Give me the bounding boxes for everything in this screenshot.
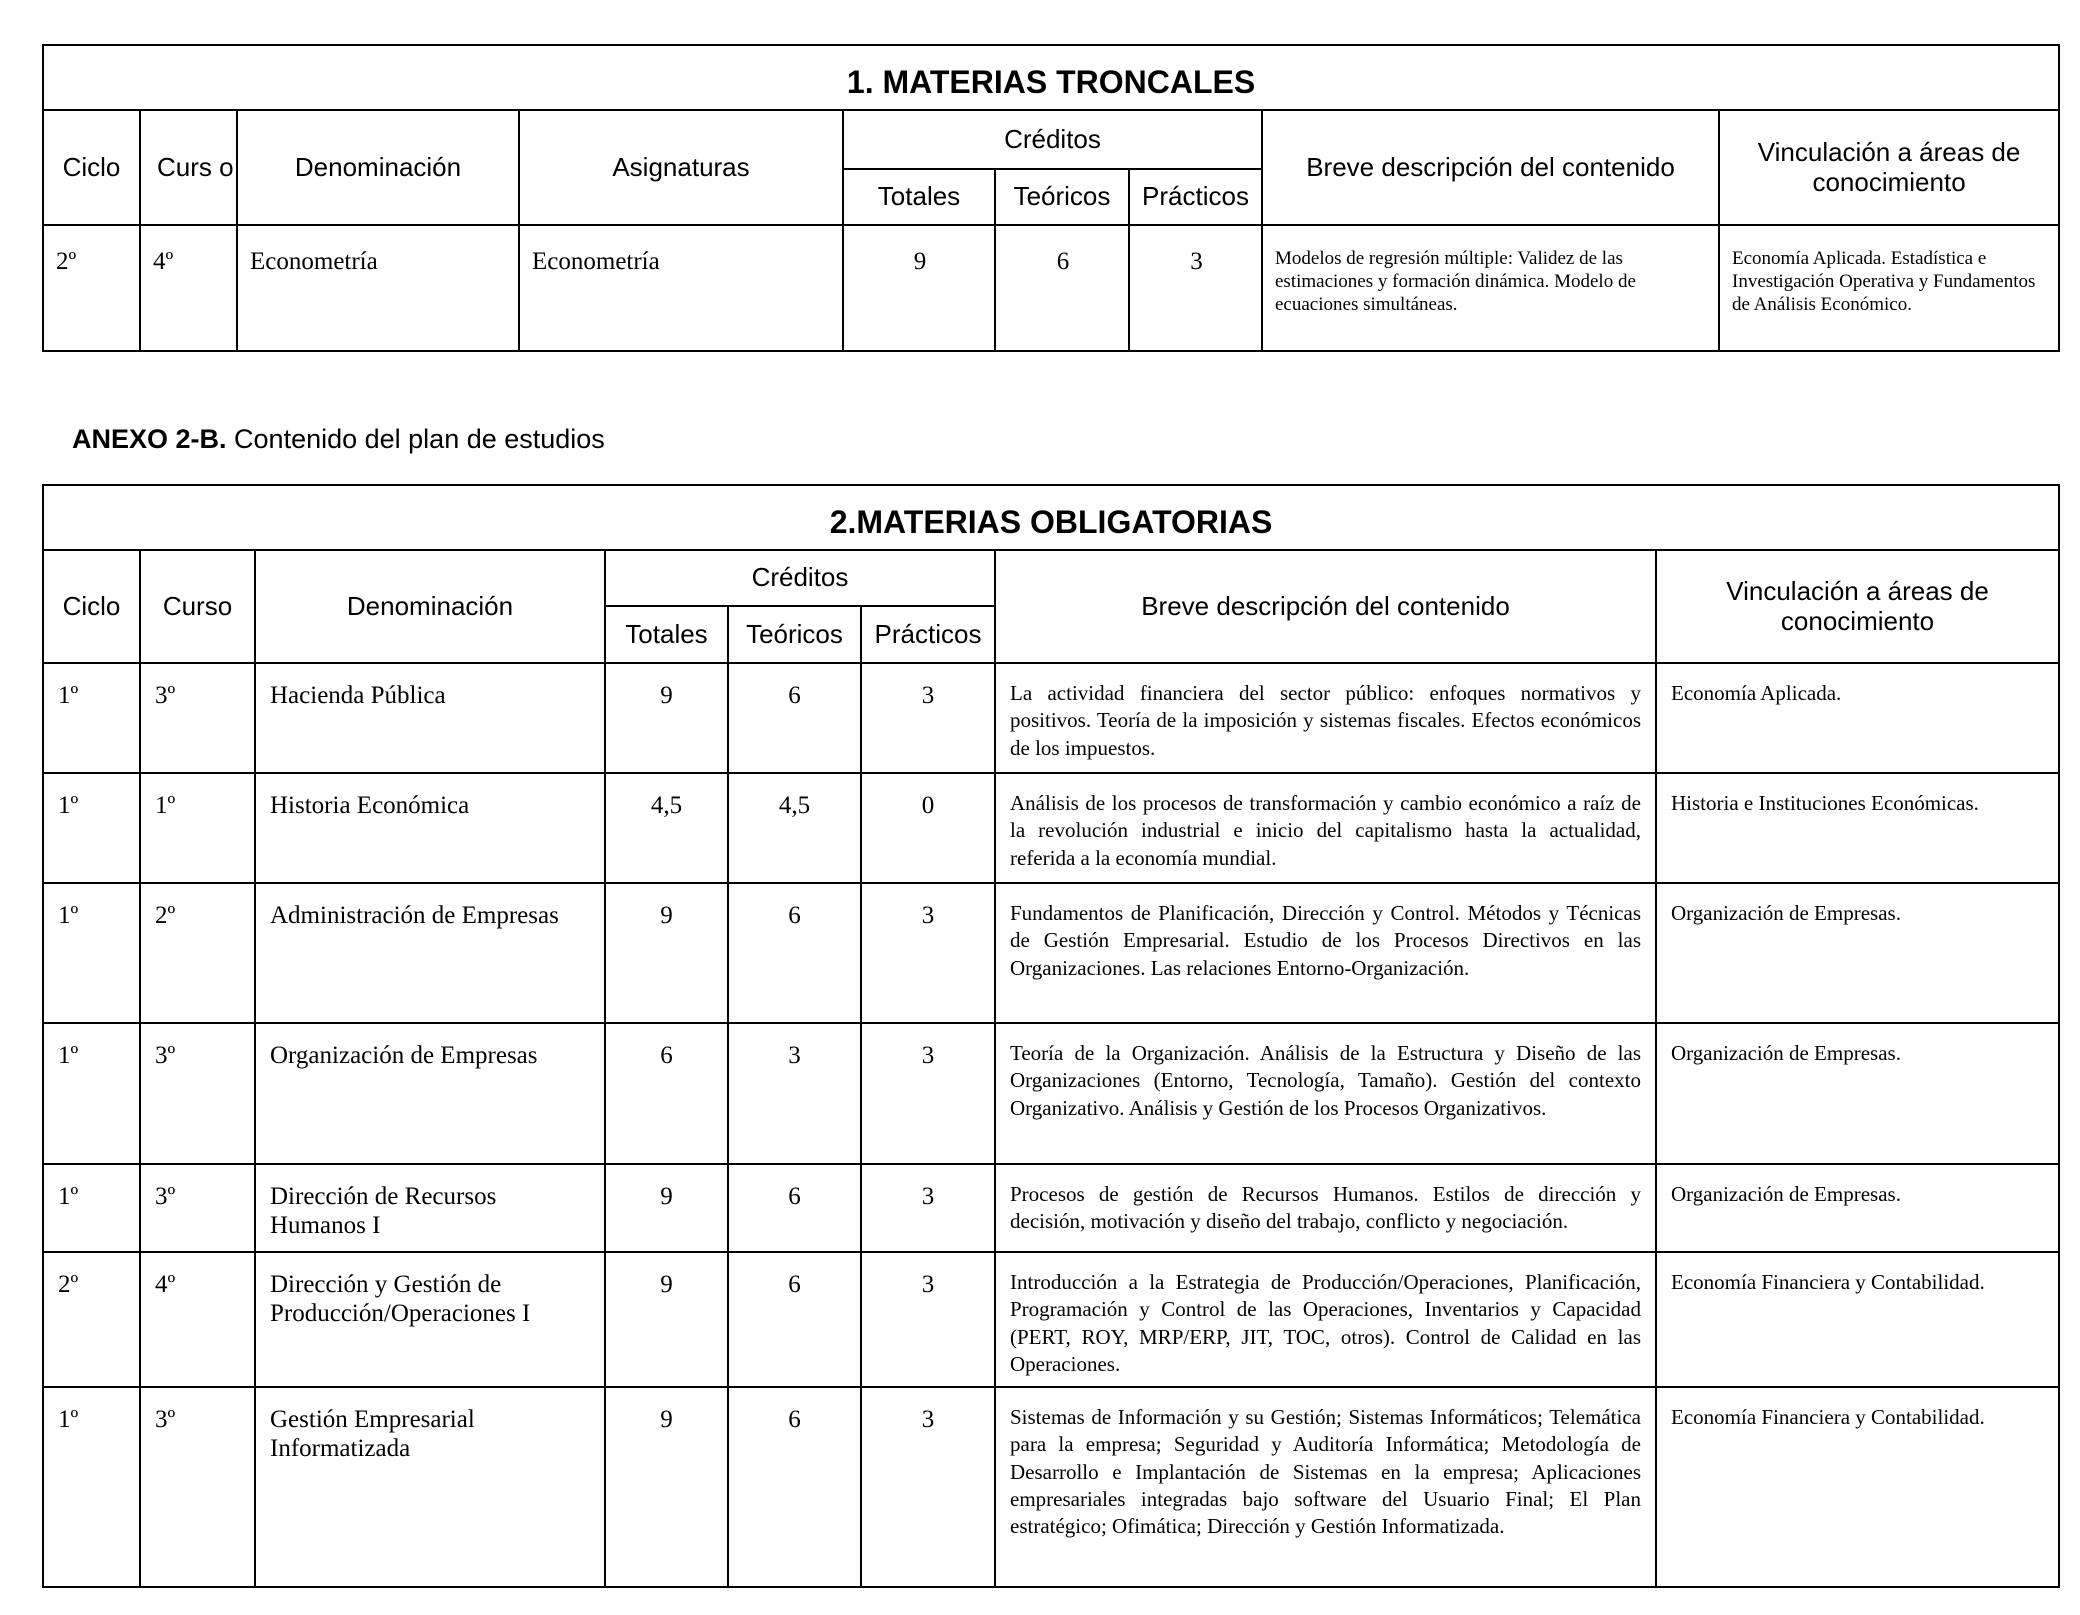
cell-denominacion: Organización de Empresas — [255, 1023, 605, 1164]
cell-practicos: 3 — [1129, 225, 1262, 351]
cell-ciclo: 1º — [43, 1387, 140, 1587]
cell-practicos: 3 — [861, 1164, 995, 1252]
table-row — [43, 225, 2059, 351]
header-curso: Curs o — [140, 110, 237, 225]
cell-totales: 9 — [605, 883, 728, 1023]
cell-teoricos: 6 — [728, 883, 861, 1023]
annex-caption — [72, 424, 605, 455]
cell-denominacion: Hacienda Pública — [255, 663, 605, 773]
cell-denominacion: Historia Económica — [255, 773, 605, 883]
cell-curso: 4º — [140, 1252, 255, 1387]
annex-text: Contenido del plan de estudios — [226, 424, 605, 454]
header-vinculacion: Vinculación a áreas de conocimiento — [1656, 550, 2059, 663]
troncales-title: 1. MATERIAS TRONCALES — [43, 45, 2059, 110]
header-creditos: Créditos — [843, 110, 1262, 169]
table-row — [43, 773, 2059, 883]
cell-practicos: 3 — [861, 1023, 995, 1164]
troncales-table — [42, 44, 2060, 352]
header-vinculacion: Vinculación a áreas de conocimiento — [1719, 110, 2059, 225]
table-row — [43, 1252, 2059, 1387]
table-row — [43, 1164, 2059, 1252]
cell-curso: 2º — [140, 883, 255, 1023]
cell-totales: 9 — [843, 225, 995, 351]
cell-practicos: 3 — [861, 1252, 995, 1387]
cell-ciclo: 1º — [43, 663, 140, 773]
header-denominacion: Denominación — [255, 550, 605, 663]
cell-totales: 9 — [605, 1252, 728, 1387]
cell-descripcion: La actividad financiera del sector público: enfoques normativos y positivos. Teoría de la imposición y sistemas fiscales. Efectos económicos de los impuestos. — [995, 663, 1656, 773]
cell-ciclo: 2º — [43, 1252, 140, 1387]
cell-vinculacion: Economía Aplicada. Estadística e Investigación Operativa y Fundamentos de Análisis Económico. — [1719, 225, 2059, 351]
cell-teoricos: 6 — [728, 1252, 861, 1387]
cell-teoricos: 6 — [728, 663, 861, 773]
cell-curso: 3º — [140, 663, 255, 773]
table-row — [43, 883, 2059, 1023]
cell-ciclo: 1º — [43, 1023, 140, 1164]
cell-asignaturas: Econometría — [519, 225, 843, 351]
cell-curso: 3º — [140, 1387, 255, 1587]
table-row — [43, 663, 2059, 773]
cell-denominacion: Dirección de Recursos Humanos I — [255, 1164, 605, 1252]
header-creditos: Créditos — [605, 550, 995, 606]
obligatorias-table — [42, 484, 2060, 1588]
cell-totales: 9 — [605, 1164, 728, 1252]
table-row — [43, 1387, 2059, 1587]
cell-totales: 9 — [605, 1387, 728, 1587]
cell-descripcion: Sistemas de Información y su Gestión; Sistemas Informáticos; Telemática para la empresa; Seguridad y Auditoría Informática; Metodología de Desarrollo e Implantación de Sistemas en la empresa; Aplicaciones empresariales integradas bajo software del Usuario Final; El Plan estratégico; Ofimática; Dirección y Gestión Informatizada. — [995, 1387, 1656, 1587]
cell-practicos: 3 — [861, 883, 995, 1023]
cell-curso: 1º — [140, 773, 255, 883]
header-asignaturas: Asignaturas — [519, 110, 843, 225]
header-descripcion: Breve descripción del contenido — [1262, 110, 1719, 225]
cell-vinculacion: Economía Financiera y Contabilidad. — [1656, 1387, 2059, 1587]
cell-descripcion: Modelos de regresión múltiple: Validez de las estimaciones y formación dinámica. Modelo de ecuaciones simultáneas. — [1262, 225, 1719, 351]
cell-teoricos: 6 — [995, 225, 1129, 351]
header-teoricos: Teóricos — [995, 169, 1129, 225]
cell-denominacion: Gestión Empresarial Informatizada — [255, 1387, 605, 1587]
cell-practicos: 0 — [861, 773, 995, 883]
cell-totales: 4,5 — [605, 773, 728, 883]
obligatorias-title: 2.MATERIAS OBLIGATORIAS — [43, 485, 2059, 550]
cell-descripcion: Procesos de gestión de Recursos Humanos. Estilos de dirección y decisión, motivación y diseño del trabajo, conflicto y negociación. — [995, 1164, 1656, 1252]
cell-ciclo: 1º — [43, 883, 140, 1023]
cell-teoricos: 4,5 — [728, 773, 861, 883]
cell-vinculacion: Organización de Empresas. — [1656, 1023, 2059, 1164]
cell-curso: 3º — [140, 1164, 255, 1252]
cell-vinculacion: Economía Aplicada. — [1656, 663, 2059, 773]
cell-denominacion: Administración de Empresas — [255, 883, 605, 1023]
cell-curso: 4º — [140, 225, 237, 351]
cell-descripcion: Introducción a la Estrategia de Producción/Operaciones, Planificación, Programación y Control de las Operaciones, Inventarios y Capacidad (PERT, ROY, MRP/ERP, JIT, TOC, otros). Control de Calidad en las Operaciones. — [995, 1252, 1656, 1387]
header-ciclo: Ciclo — [43, 550, 140, 663]
annex-label: ANEXO 2-B. — [72, 424, 227, 454]
header-practicos: Prácticos — [861, 606, 995, 663]
header-curso: Curso — [140, 550, 255, 663]
header-ciclo: Ciclo — [43, 110, 140, 225]
cell-descripcion: Teoría de la Organización. Análisis de la Estructura y Diseño de las Organizaciones (Entorno, Tecnología, Tamaño). Gestión del contexto Organizativo. Análisis y Gestión de los Procesos Organizativos. — [995, 1023, 1656, 1164]
cell-teoricos: 6 — [728, 1387, 861, 1587]
header-descripcion: Breve descripción del contenido — [995, 550, 1656, 663]
header-practicos: Prácticos — [1129, 169, 1262, 225]
header-totales: Totales — [843, 169, 995, 225]
cell-totales: 9 — [605, 663, 728, 773]
cell-ciclo: 1º — [43, 773, 140, 883]
cell-descripcion: Fundamentos de Planificación, Dirección y Control. Métodos y Técnicas de Gestión Empresarial. Estudio de los Procesos Directivos en las Organizaciones. Las relaciones Entorno-Organización. — [995, 883, 1656, 1023]
cell-vinculacion: Organización de Empresas. — [1656, 1164, 2059, 1252]
cell-teoricos: 3 — [728, 1023, 861, 1164]
cell-ciclo: 2º — [43, 225, 140, 351]
cell-descripcion: Análisis de los procesos de transformación y cambio económico a raíz de la revolución industrial e inicio del capitalismo hasta la actualidad, referida a la economía mundial. — [995, 773, 1656, 883]
cell-denominacion: Econometría — [237, 225, 519, 351]
cell-curso: 3º — [140, 1023, 255, 1164]
cell-vinculacion: Historia e Instituciones Económicas. — [1656, 773, 2059, 883]
cell-practicos: 3 — [861, 1387, 995, 1587]
cell-totales: 6 — [605, 1023, 728, 1164]
cell-teoricos: 6 — [728, 1164, 861, 1252]
header-teoricos: Teóricos — [728, 606, 861, 663]
header-denominacion: Denominación — [237, 110, 519, 225]
cell-practicos: 3 — [861, 663, 995, 773]
cell-denominacion: Dirección y Gestión de Producción/Operaciones I — [255, 1252, 605, 1387]
table-row — [43, 1023, 2059, 1164]
cell-vinculacion: Organización de Empresas. — [1656, 883, 2059, 1023]
cell-ciclo: 1º — [43, 1164, 140, 1252]
cell-vinculacion: Economía Financiera y Contabilidad. — [1656, 1252, 2059, 1387]
header-totales: Totales — [605, 606, 728, 663]
